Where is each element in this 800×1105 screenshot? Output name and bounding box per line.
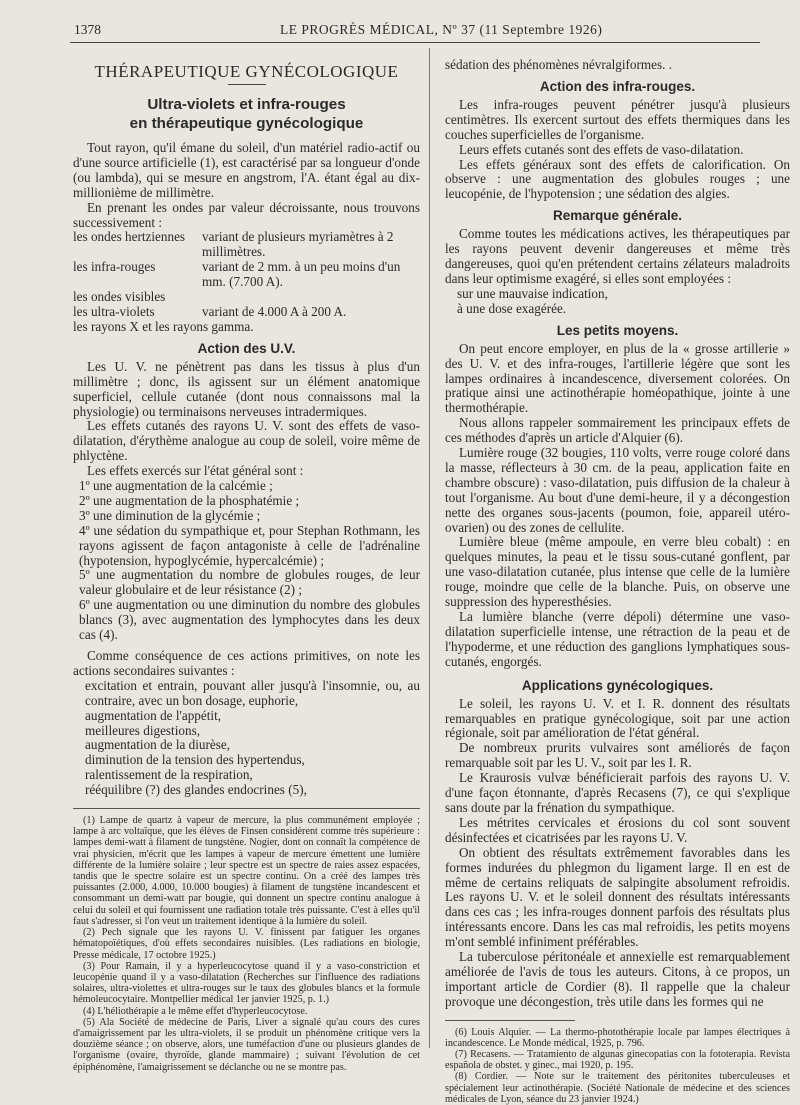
paragraph: Les effets cutanés des rayons U. V. sont des effets de vaso-dilatation, d'érythème analogue au coup de soleil, voire même de phlyctène. — [73, 418, 420, 464]
wave-table — [73, 230, 420, 334]
article-title-line-1: Ultra-violets et infra-rouges — [147, 96, 346, 113]
general-remark-heading: Remarque générale. — [552, 208, 683, 224]
paragraph: Nous allons rappeler sommairement les principaux effets de ces méthodes d'après un article d'Alquier (6). — [445, 415, 790, 446]
footnotes — [73, 815, 420, 1073]
wave-name: les ondes hertziennes — [73, 229, 186, 245]
list-item: 5º une augmentation du nombre de globules rouges, de leur valeur globulaire et de leur résistance (2) ; — [79, 567, 420, 598]
header-rule — [70, 42, 760, 43]
wave-value: variant de plusieurs myriamètres à 2 millimètres. — [202, 229, 394, 260]
article-title-line-2: en thérapeutique gynécologique — [129, 115, 364, 132]
paragraph: Tout rayon, qu'il émane du soleil, d'un matériel radio-actif ou d'une source artificielle (1), est caractérisé par sa longueur d'onde (ou lambda), qui se mesure en angstrom, l'A. étant égal au dix-millionième de millimètre. — [73, 140, 420, 200]
list-item: rééquilibre (?) des glandes endocrines (5), — [85, 782, 307, 798]
list-item: 6º une augmentation ou une diminution du nombre des globules blancs (3), avec augmentation des lymphocytes dans les deux cas (4). — [79, 597, 420, 643]
paragraph: Les infra-rouges peuvent pénétrer jusqu'à plusieurs centimètres. Ils exercent surtout des effets thermiques dans les couches superficielles de l'organisme. — [445, 96, 790, 142]
paragraph: Comme toutes les médications actives, les thérapeutiques par les rayons peuvent devenir dangereuses et même très dangereuses, quoi qu'en prétendent certains zélateurs maladroits dans leur optimisme exagéré, si elles sont employées : — [445, 226, 790, 286]
left-column — [73, 58, 420, 1073]
paragraph: Les U. V. ne pénètrent pas dans les tissus à plus d'un millimètre ; donc, ils agissent sur un élément anatomique superficiel, cellule cutanée (dont nous connaissons mal la physiologie) ou terminaisons nerveuses intradermiques. — [73, 358, 420, 419]
list-item: augmentation de la diurèse, — [85, 737, 231, 753]
ir-heading: Action des infra-rouges. — [539, 78, 696, 94]
list-item: augmentation de l'appétit, — [85, 707, 222, 723]
paragraph: En prenant les ondes par valeur décroissante, nous trouvons successivement : — [73, 199, 420, 230]
footnote-rule — [73, 808, 420, 809]
footnote-rule — [445, 1020, 575, 1021]
conditions-list — [445, 287, 790, 317]
page-number: 1378 — [74, 22, 101, 37]
list-item: meilleures digestions, — [85, 722, 201, 738]
footnote: (7) Recasens. — Tratamiento de algunas ginecopatias con la fototerapia. Revista española de obstet. y ginec., mai 1920, p. 195. — [445, 1049, 790, 1072]
paragraph: La tuberculose péritonéale et annexielle est remarquablement améliorée de l'avis de tous les auteurs. Citons, à ce propos, un important article de Cordier (8). Il rappelle que la chaleur provoque une décongestion, très utile dans les formes qui ne — [445, 949, 790, 1009]
paragraph: De nombreux prurits vulvaires sont améliorés de façon remarquable soit par les U. V., soit par les I. R. — [445, 740, 790, 771]
small-means-heading: Les petits moyens. — [556, 322, 679, 338]
list-item: 1º une augmentation de la calcémie ; — [79, 478, 273, 494]
paragraph: On peut encore employer, en plus de la « grosse artillerie » des U. V. et des infra-rouges, l'artillerie légère que sont les lampes ordinaires à incandescence, diversement colorées. On pratique ainsi une actinothérapie homéopathique, jointe à une thermothérapie. — [445, 340, 790, 416]
paragraph: Les effets généraux sont des effets de calorification. On observe : une augmentation des globules rouges ; une leucopénie, de l'hypotension ; une sédation des algies. — [445, 156, 790, 202]
paragraph: On obtient des résultats extrêmement favorables dans les formes indurées du phlegmon du ligament large. Il en est de même de certains reliquats de salpingite absolument refroidis. Les rayons U. V. et le soleil donnent des résultats intéressants dans ces cas ; les infra-rouges donnent parfois des résultats plus intéressants encore. Dans les cas mal refroidis, les petits moyens m'ont semblé infiniment préférables. — [445, 844, 790, 950]
footnote: (5) Ala Société de médecine de Paris, Liver a signalé qu'au cours des cures d'amaigrissement par les ultra-violets, il se produit un phénomène critique vers la douzième séance ; on observe, alors, une tuméfaction d'une ou plusieurs glandes de l'organisme (ovaire, thyroïde, glande mammaire) ; suivant l'évolution de cet épiphénomène, l'amaigrissement se déclanche ou ne se montre pas. — [73, 1016, 420, 1073]
title-rule — [228, 84, 266, 85]
paragraph: La lumière blanche (verre dépoli) détermine une vaso-dilatation superficielle intense, une rétraction de la peau et de l'hypoderme, et une réduction des ganglions lymphatiques sous-cutanés, engorgés. — [445, 609, 790, 669]
footnote: (2) Pech signale que les rayons U. V. finissent par fatiguer les organes hématopoïétiques, d'où effets secondaires nuisibles. (Les radiations en biologie, Presse médicale, 17 octobre 1925.) — [73, 927, 420, 961]
secondary-list — [73, 679, 420, 798]
wave-name: les rayons X et les rayons gamma. — [73, 318, 254, 334]
section-title: THÉRAPEUTIQUE GYNÉCOLOGIQUE — [94, 62, 399, 81]
list-item: 2º une augmentation de la phosphatémie ; — [79, 492, 300, 508]
wave-name: les ultra-violets — [73, 303, 155, 319]
list-item: 3º une diminution de la glycémie ; — [79, 507, 261, 523]
paragraph: Les effets exercés sur l'état général sont : — [87, 463, 304, 479]
paragraph: Lumière rouge (32 bougies, 110 volts, verre rouge coloré dans la masse, réflecteurs à 30 cm. de la peau, application faite en chambre obscure) : vaso-dilatation, puis diffusion de la chaleur à tout l'organisme. Au bout d'une demi-heure, il y a décongestion nette des organes sous-jacents (poumon, foie, appareil utéro-ovarien) ou des zones de cellulite. — [445, 445, 790, 535]
paragraph: Lumière bleue (même ampoule, en verre bleu cobalt) : en quelques minutes, la peau et le tissu sous-cutané gonflent, par une vaso-dilatation cutanée, plus intense que celle de la lumière rouge, moindre que celle de la blanche. Puis, on observe une suppression des hyperesthésies. — [445, 534, 790, 610]
effects-list — [73, 479, 420, 643]
paragraph: sédation des phénomènes névralgiformes. . — [445, 57, 673, 72]
list-item: excitation et entrain, pouvant aller jusqu'à l'insomnie, ou, au contraire, avec un bon dosage, euphorie, — [85, 677, 420, 708]
footnote: (3) Pour Ramain, il y a hyperleucocytose quand il y a vaso-constriction et leucopénie quand il y a vaso-dilatation (Recherches sur l'influence des radiations solaires, ultra-violettes et ultra-rouges sur le taux des globules blancs et la formule hémoleucocytaire. Montpellier médical 1er janvier 1925, p. 1.) — [73, 960, 420, 1006]
wave-value: variant de 4.000 A à 200 A. — [202, 303, 347, 319]
list-item: à une dose exagérée. — [457, 300, 567, 316]
list-item: ralentissement de la respiration, — [85, 767, 253, 783]
paragraph: Le Kraurosis vulvæ bénéficierait parfois des rayons U. V. d'une façon étonnante, d'après Recasens (7), ce qui s'explique sans doute par la frénation du sympathique. — [445, 770, 790, 815]
paragraph: Leurs effets cutanés sont des effets de vaso-dilatation. — [459, 141, 744, 157]
uv-heading: Action des U.V. — [197, 340, 296, 356]
footnote: (4) L'héliothérapie a le même effet d'hyperleucocytose. — [83, 1005, 308, 1017]
paragraph: Comme conséquence de ces actions primitives, on note les actions secondaires suivantes : — [73, 648, 420, 678]
paragraph: Le soleil, les rayons U. V. et I. R. donnent des résultats remarquables en pratique gynécologique, soit par une action régionale, soit par amélioration de l'état général. — [445, 695, 790, 741]
footnote: (6) Louis Alquier. — La thermo-photothérapie locale par lampes électriques à incandescence. Le Monde médical, 1925, p. 796. — [445, 1026, 790, 1049]
right-column — [445, 57, 790, 1105]
journal-title: LE PROGRÈS MÉDICAL, Nº 37 (11 Septembre 1926) — [280, 22, 603, 37]
running-header — [60, 22, 760, 42]
wave-name: les ondes visibles — [73, 289, 166, 305]
wave-value: variant de 2 mm. à un peu moins d'un mm. (7.700 A). — [202, 259, 401, 290]
list-item: diminution de la tension des hypertendus, — [85, 752, 305, 768]
list-item: sur une mauvaise indication, — [457, 285, 608, 301]
footnotes — [445, 1027, 790, 1105]
list-item: 4º une sédation du sympathique et, pour Stephan Rothmann, les rayons agissent de façon antagoniste à celle de l'adrénaline (hypotension, hypoglycémie, hypercalcémie) ; — [79, 522, 420, 568]
footnote: (1) Lampe de quartz à vapeur de mercure, la plus communément employée ; lampe à arc voltaïque, que les élèves de Finsen considèrent comme très supérieure : lampes demi-watt à filament de tungstène. Nogier, dont on connaît la compétence de vrai physicien, m'écrit que les lampes à vapeur de mercure émettent une lumière différente de la lumière solaire ; leur spectre est un spectre de raies assez espacées, tandis que le spectre solaire est un spectre continu. On a créé des lampes très puissantes (2.000, 4.000, 10.000 bougies) à filament de tungstène incandescent et consommant un demi-watt par bougie, qui donnent un spectre continu analogue à celui du soleil et qui fournissent une radiation totale très puissante. C'est à elles qu'il faut s'adresser, si l'on veut un traitement identique à la lumière du soleil. — [73, 815, 420, 927]
footnote: (8) Cordier. — Note sur le traitement des péritonites tuberculeuses et spécialement leur actinothérapie. (Société Nationale de médecine et des sciences médicales de Lyon, séance du 23 janvier 1924.) — [445, 1071, 790, 1105]
gyn-applications-heading: Applications gynécologiques. — [521, 677, 714, 693]
wave-name: les infra-rouges — [73, 259, 156, 275]
wave-value — [198, 290, 420, 305]
article-title — [73, 95, 420, 133]
column-divider — [429, 48, 430, 1048]
paragraph: Les métrites cervicales et érosions du col sont souvent désinfectées et cicatrisées par les rayons U. V. — [445, 814, 790, 845]
